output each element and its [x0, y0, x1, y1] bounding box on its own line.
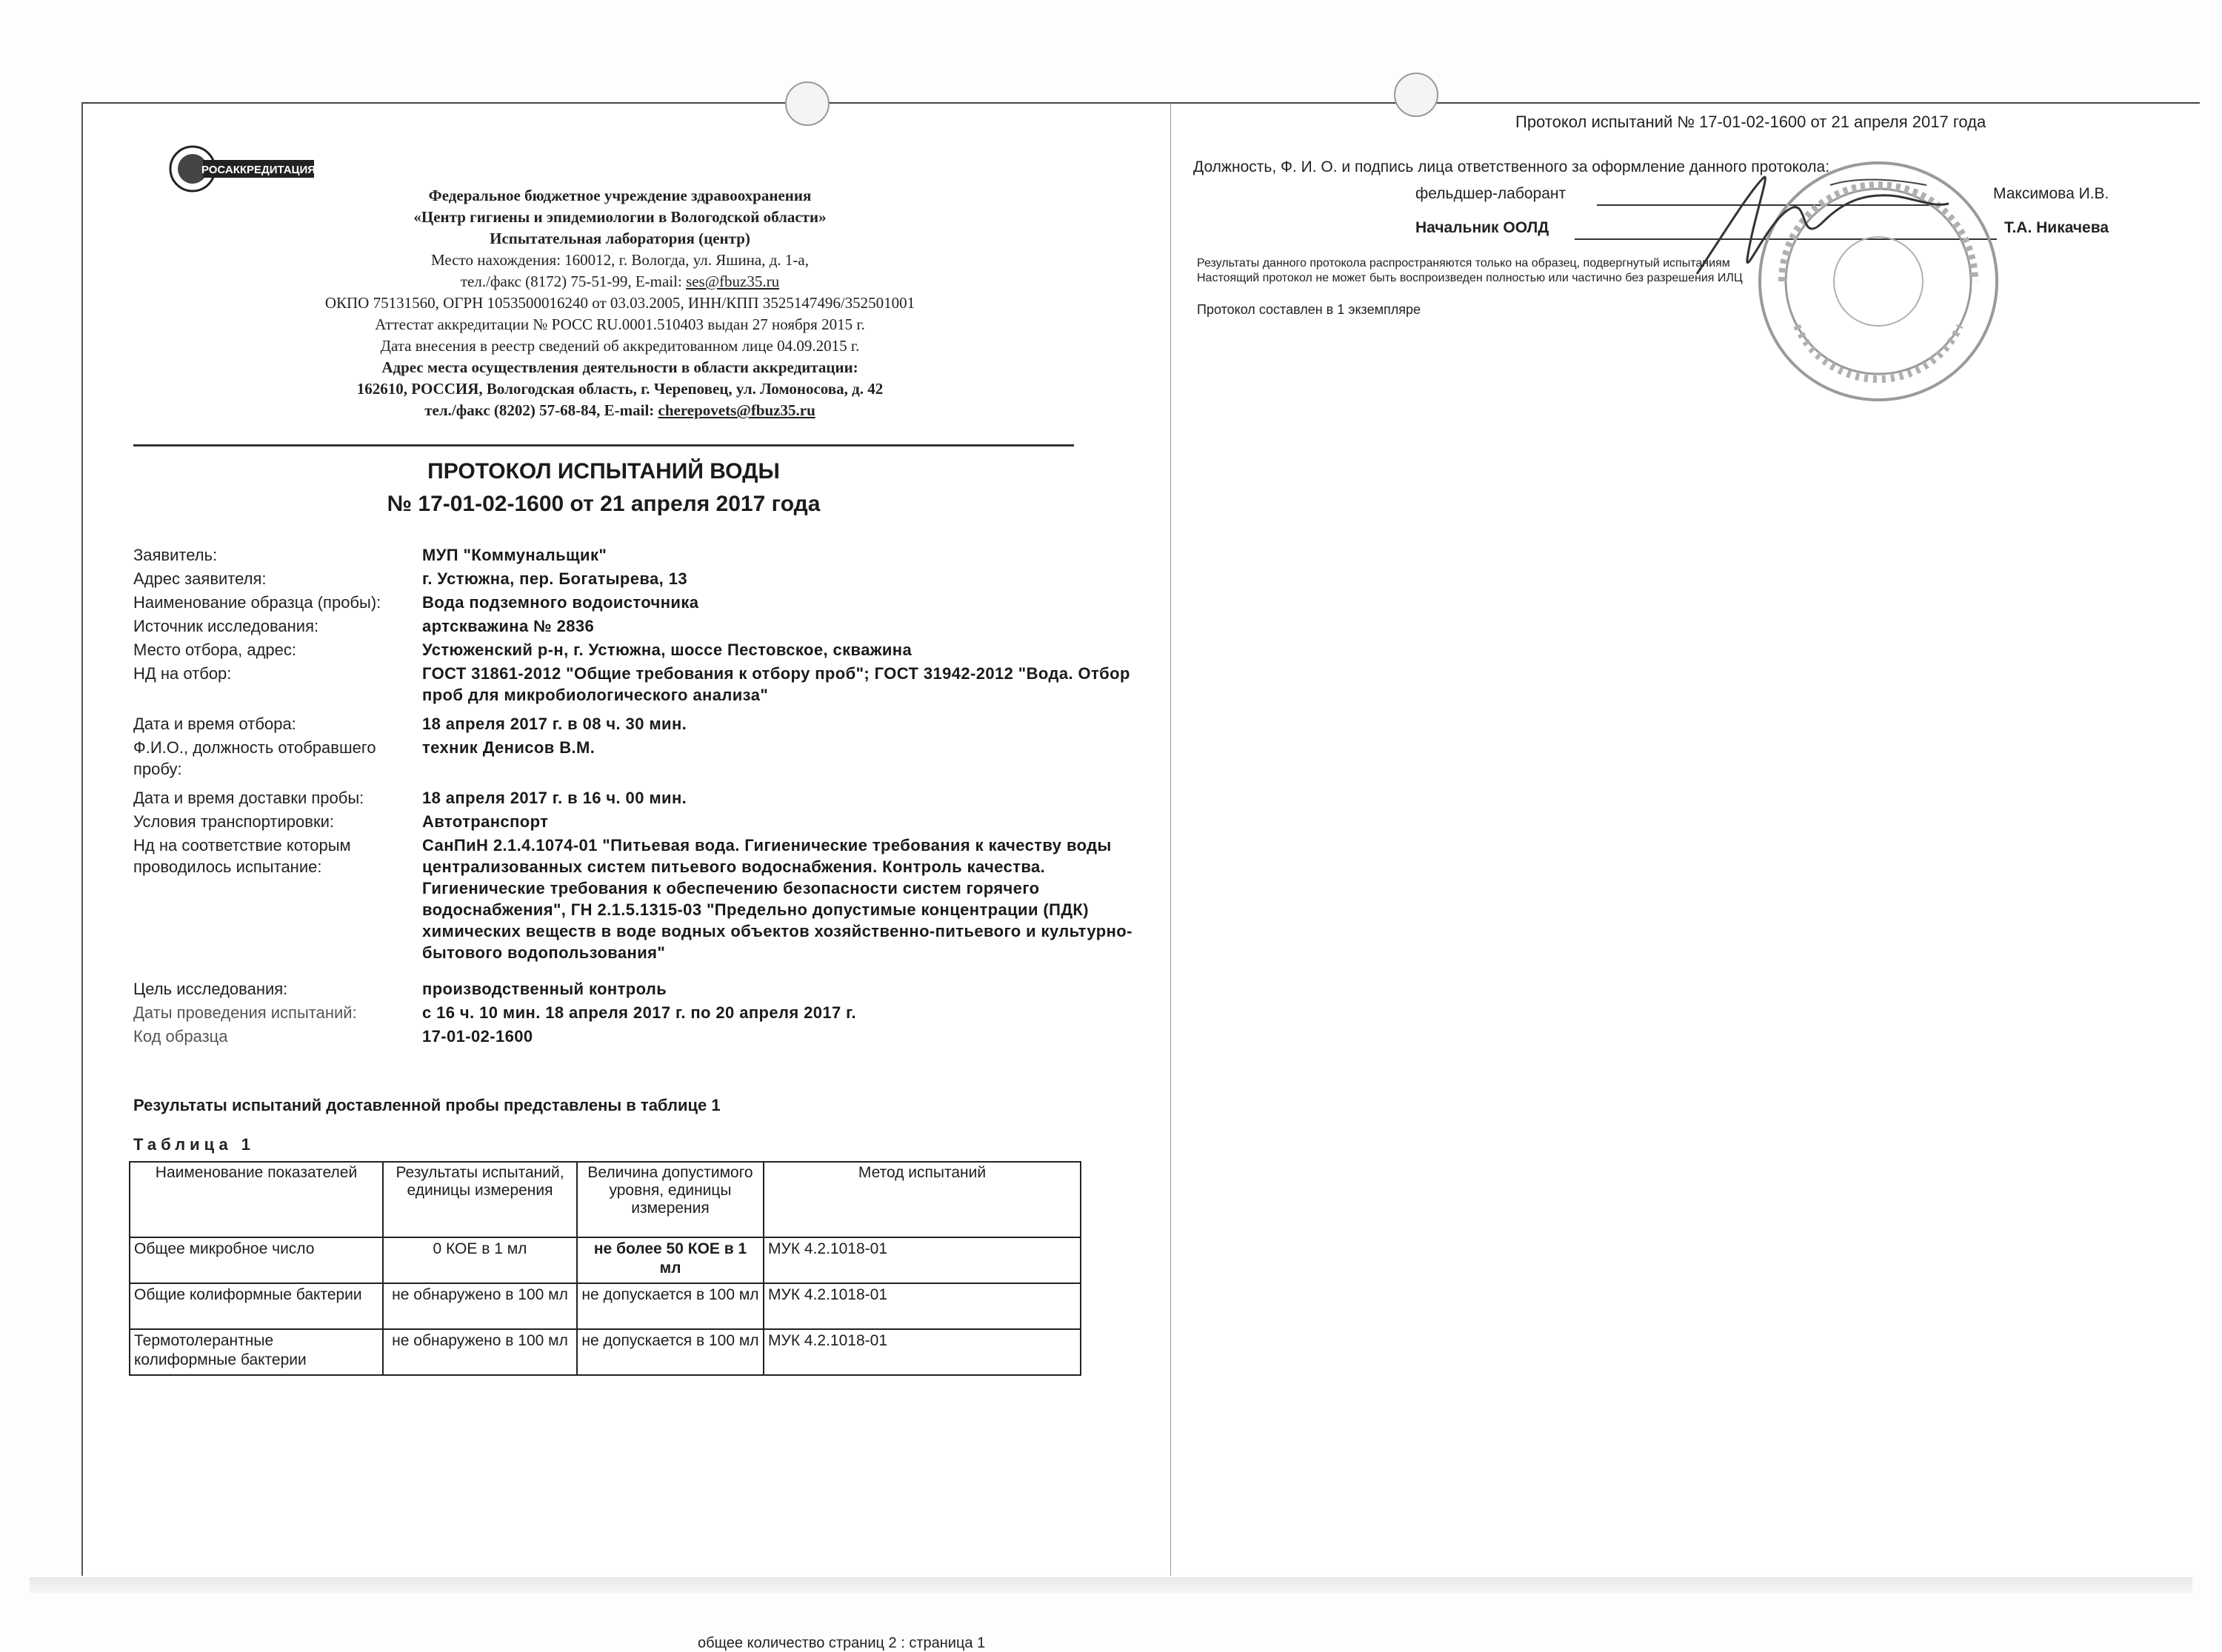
note-reproduction: Настоящий протокол не может быть воспроизведен полностью или частично без разрешения ИЛЦ [1197, 272, 1743, 284]
info-value: 18 апреля 2017 г. в 08 ч. 30 мин. [422, 715, 687, 733]
info-label: Дата и время доставки пробы: [133, 789, 364, 807]
org-contacts [194, 271, 1046, 292]
indicator-name: Термотолерантные колиформные бактерии [130, 1329, 383, 1375]
info-label: Цель исследования: [133, 980, 288, 998]
test-method: МУК 4.2.1018-01 [764, 1329, 1081, 1375]
header-divider [133, 444, 1074, 447]
info-row-sample-code [133, 1026, 1155, 1047]
info-label: Ф.И.О., должность отобравшего пробу: [133, 738, 376, 778]
sample-info [133, 544, 1155, 1049]
info-row-delivery-date [133, 787, 1155, 809]
org-address: Место нахождения: 160012, г. Вологда, ул. Яшина, д. 1-а, [431, 251, 809, 269]
handwritten-signature [1682, 163, 1956, 296]
table-row [130, 1283, 1081, 1329]
activity-email-link[interactable]: cherepovets@fbuz35.ru [658, 401, 815, 419]
scan-shadow [30, 1577, 2192, 1594]
info-label: Код образца [133, 1027, 228, 1046]
info-row-test-standards [133, 835, 1155, 963]
table-caption: Таблица 1 [133, 1135, 256, 1154]
info-label: Дата и время отбора: [133, 715, 296, 733]
info-row-test-dates [133, 1002, 1155, 1023]
test-result: не обнаружено в 100 мл [383, 1283, 577, 1329]
indicator-name: Общие колиформные бактерии [130, 1283, 383, 1329]
info-value: Устюженский р-н, г. Устюжна, шоссе Пестовское, скважина [422, 641, 913, 659]
protocol-title [133, 455, 1074, 521]
test-method: МУК 4.2.1018-01 [764, 1283, 1081, 1329]
info-label: Наименование образца (пробы): [133, 593, 381, 612]
info-value: Вода подземного водоисточника [422, 593, 699, 612]
info-row-sampler [133, 737, 1155, 780]
column-header: Метод испытаний [764, 1162, 1081, 1237]
info-row-purpose [133, 978, 1155, 1000]
column-header: Наименование показателей [130, 1162, 383, 1237]
results-intro: Результаты испытаний доставленной пробы представлены в таблице 1 [133, 1096, 721, 1114]
info-value: артскважина № 2836 [422, 617, 595, 635]
organization-header [194, 185, 1046, 421]
table-header-row [130, 1162, 1081, 1237]
info-label: Заявитель: [133, 546, 218, 564]
lab-name: Испытательная лаборатория (центр) [490, 230, 750, 247]
info-row-applicant [133, 544, 1155, 566]
table-row [130, 1329, 1081, 1375]
info-value: 17-01-02-1600 [422, 1027, 533, 1046]
page-footer: общее количество страниц 2 : страница 1 [698, 1635, 986, 1651]
info-label: Источник исследования: [133, 617, 319, 635]
activity-contacts [194, 400, 1046, 421]
role-department-head: Начальник ООЛД [1415, 219, 1549, 236]
logo-text: РОСАККРЕДИТАЦИЯ [201, 164, 316, 176]
org-codes: ОКПО 75131560, ОГРН 1053500016240 от 03.03.2005, ИНН/КПП 3525147496/352501001 [324, 294, 915, 312]
registry-date: Дата внесения в реестр сведений об аккредитованном лице 04.09.2015 г. [380, 337, 860, 355]
test-result: не обнаружено в 100 мл [383, 1329, 577, 1375]
page-2-header: Протокол испытаний № 17-01-02-1600 от 21 апреля 2017 года [1515, 113, 1986, 131]
org-line-1: Федеральное бюджетное учреждение здравоохранения [428, 187, 812, 204]
title-line-2: № 17-01-02-1600 от 21 апреля 2017 года [387, 492, 821, 516]
permissible-level: не более 50 КОЕ в 1 мл [577, 1237, 764, 1283]
info-value: Автотранспорт [422, 812, 549, 831]
protocol-page-1 [81, 102, 1170, 1651]
info-row-applicant-address [133, 568, 1155, 589]
activity-address-title: Адрес места осуществления деятельности в области аккредитации: [381, 358, 858, 376]
info-row-sampling-standard [133, 663, 1155, 706]
copies-note: Протокол составлен в 1 экземпляре [1197, 302, 1421, 317]
indicator-name: Общее микробное число [130, 1237, 383, 1283]
table-row [130, 1237, 1081, 1283]
info-label: Нд на соответствие которым проводилось испытание: [133, 836, 351, 876]
info-label: Место отбора, адрес: [133, 641, 296, 659]
note-scope: Результаты данного протокола распространяются только на образец, подвергнутый испытаниям [1197, 257, 1730, 270]
info-value: г. Устюжна, пер. Богатырева, 13 [422, 569, 687, 588]
info-label: Адрес заявителя: [133, 569, 267, 588]
title-line-1: ПРОТОКОЛ ИСПЫТАНИЙ ВОДЫ [427, 459, 780, 484]
column-header: Результаты испытаний, единицы измерения [383, 1162, 577, 1237]
info-value: СанПиН 2.1.4.1074-01 "Питьевая вода. Гигиенические требования к качеству воды централизованных систем питьевого водоснабжения. Контроль качества. Гигиенические требования к обеспечению безопасности систем горячего водоснабжения", ГН 2.1.5.1315-03 "Предельно допустимые концентрации (ПДК) химических веществ в воде водных объектов хозяйственно-питьевого и культурно-бытового водопользования" [422, 836, 1132, 962]
info-value: с 16 ч. 10 мин. 18 апреля 2017 г. по 20 апреля 2017 г. [422, 1003, 857, 1022]
responsible-caption: Должность, Ф. И. О. и подпись лица ответственного за оформление данного протокола: [1193, 158, 1830, 175]
info-value: 18 апреля 2017 г. в 16 ч. 00 мин. [422, 789, 687, 807]
info-value: техник Денисов В.М. [422, 738, 595, 757]
results-table [129, 1161, 1081, 1376]
info-row-sample-name [133, 592, 1155, 613]
accreditation-cert: Аттестат аккредитации № РОСС RU.0001.510403 выдан 27 ноября 2015 г. [375, 315, 865, 333]
info-row-sampling-place [133, 639, 1155, 661]
permissible-level: не допускается в 100 мл [577, 1329, 764, 1375]
org-line-2: «Центр гигиены и эпидемиологии в Вологодской области» [413, 208, 827, 226]
column-header: Величина допустимого уровня, единицы измерения [577, 1162, 764, 1237]
info-row-source [133, 615, 1155, 637]
name-department-head: Т.А. Никачева [2004, 219, 2109, 236]
test-method: МУК 4.2.1018-01 [764, 1237, 1081, 1283]
activity-phone: тел./факс (8202) 57-68-84, E-mail: [424, 401, 655, 419]
test-result: 0 КОЕ в 1 мл [383, 1237, 577, 1283]
role-lab-assistant: фельдшер-лаборант [1415, 185, 1567, 202]
name-lab-assistant: Максимова И.В. [1993, 185, 2109, 202]
protocol-page-2 [1170, 102, 2200, 1576]
info-value: производственный контроль [422, 980, 667, 998]
info-label: НД на отбор: [133, 664, 232, 683]
punch-hole [1394, 73, 1438, 117]
info-value: МУП "Коммунальщик" [422, 546, 607, 564]
activity-address: 162610, РОССИЯ, Вологодская область, г. Череповец, ул. Ломоносова, д. 42 [356, 380, 884, 398]
info-label: Условия транспортировки: [133, 812, 334, 831]
permissible-level: не допускается в 100 мл [577, 1283, 764, 1329]
info-value: ГОСТ 31861-2012 "Общие требования к отбору проб"; ГОСТ 31942-2012 "Вода. Отбор проб для микробиологического анализа" [422, 664, 1130, 704]
info-label: Даты проведения испытаний: [133, 1003, 357, 1022]
info-row-sampling-date [133, 713, 1155, 735]
phone-text: тел./факс (8172) 75-51-99, E-mail: [460, 272, 682, 290]
email-link[interactable]: ses@fbuz35.ru [686, 272, 780, 290]
punch-hole [785, 81, 830, 126]
info-row-transport [133, 811, 1155, 832]
